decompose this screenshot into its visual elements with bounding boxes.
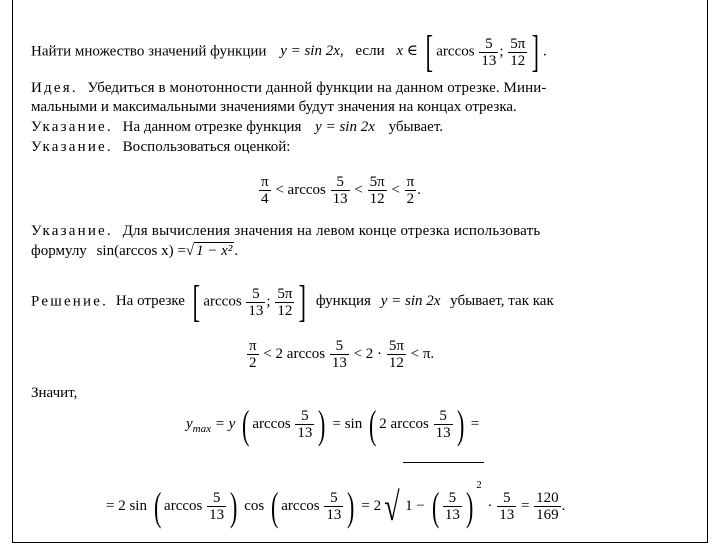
idea-text-1: Убедиться в монотонности данной функции на данном отрезке. Мини- — [87, 80, 547, 96]
frac-num: 5π — [388, 338, 404, 355]
left-bracket: [ — [192, 277, 200, 326]
cos-text: cos — [244, 498, 265, 514]
frac-num: 5π — [510, 35, 526, 52]
semicolon: ; — [499, 43, 504, 60]
problem-x-in: x ∈ — [396, 43, 418, 60]
frac-num: 120 — [536, 490, 559, 507]
right-bracket: ] — [531, 27, 540, 76]
frac-num: 5 — [301, 408, 309, 425]
frac-den: 12 — [277, 302, 293, 319]
frac-5pi-12 — [368, 174, 387, 207]
hint-1-function: y = sin 2x — [315, 119, 375, 135]
less-than: < — [391, 182, 400, 198]
right-paren: ) — [347, 483, 355, 529]
hint-label: Указание. — [31, 223, 113, 239]
frac-num: 5 — [212, 490, 221, 507]
frac-5-13 — [330, 338, 349, 371]
frac-den: 13 — [209, 507, 225, 524]
hint-2-text: Воспользоваться оценкой: — [122, 139, 291, 155]
less-than: < — [275, 182, 284, 198]
frac-den: 12 — [510, 52, 526, 69]
frac-den: 2 — [406, 191, 415, 208]
less-than: < — [354, 182, 363, 198]
ineq-mid-2: < 2 · — [353, 346, 383, 362]
left-paren: ( — [270, 483, 279, 529]
therefore-text — [31, 384, 77, 402]
left-paren: ( — [153, 483, 162, 529]
idea-text-2: мальными и максимальными значениями будут значения на концах отрезка. — [31, 99, 517, 115]
frac-pi-2 — [247, 338, 259, 371]
frac-den: 13 — [331, 355, 347, 372]
ymax-equation — [186, 402, 479, 451]
sqrt-content — [403, 462, 484, 528]
solution-label: Решение. — [31, 293, 109, 310]
sqrt-sign: √ — [185, 243, 195, 259]
period: . — [542, 43, 547, 60]
semicolon: ; — [266, 293, 271, 310]
one-minus: 1 − — [405, 498, 425, 514]
ineq-mid: < 2 arccos — [263, 346, 326, 362]
arccos-text: arccos — [281, 498, 320, 514]
frac-den: 13 — [297, 425, 313, 442]
equals-y: = y — [214, 416, 236, 432]
hint-2 — [31, 138, 290, 156]
problem-text: Найти множество значений функции — [31, 43, 267, 60]
max-subscript: max — [192, 423, 211, 435]
idea-label: Идея. — [31, 80, 78, 96]
frac-num: 5 — [448, 490, 457, 507]
right-paren: ) — [230, 483, 238, 529]
frac-num: 5π — [277, 285, 293, 302]
hint-1-end: убывает. — [388, 119, 444, 135]
problem-fraction-1 — [479, 36, 498, 69]
frac-den: 12 — [369, 191, 385, 208]
frac-num: 5 — [336, 174, 344, 191]
equals-two: = 2 — [361, 498, 382, 514]
problem-statement — [31, 27, 547, 76]
final-equation — [106, 462, 565, 530]
inequality-1 — [258, 170, 421, 210]
left-paren: ( — [431, 483, 439, 529]
frac-den: 12 — [388, 355, 404, 372]
frac-5-13 — [434, 408, 453, 441]
frac-pi-4 — [259, 174, 271, 207]
frac-num: 5 — [252, 285, 260, 302]
frac-5-13 — [331, 174, 350, 207]
solution-text-1: На отрезке — [115, 293, 185, 310]
hint-3-line-1 — [31, 222, 540, 240]
frac-5pi-12 — [387, 338, 406, 371]
hint-label: Указание. — [31, 139, 113, 155]
period: . — [561, 498, 566, 514]
frac-5-13 — [295, 408, 314, 441]
hint-1-text: На данном отрезке функция — [122, 119, 302, 135]
dot-operator: · — [487, 498, 493, 514]
right-paren: ) — [318, 401, 326, 447]
frac-num: 5 — [502, 490, 511, 507]
frac-den: 13 — [444, 507, 460, 524]
two-arccos-text: 2 arccos — [379, 416, 429, 432]
arccos-text: arccos — [164, 498, 203, 514]
frac-num: 5 — [485, 35, 493, 52]
left-bracket: [ — [425, 27, 433, 76]
frac-num: 5 — [439, 408, 447, 425]
square-exponent: 2 — [476, 479, 482, 491]
frac-5-13 — [246, 286, 265, 319]
y-symbol: y — [186, 416, 193, 432]
frac-5pi-12 — [275, 286, 294, 319]
period: . — [234, 243, 239, 259]
frac-num: π — [406, 174, 415, 191]
left-paren: ( — [242, 401, 250, 447]
frac-num: 5 — [330, 490, 338, 507]
hint-3-formula: sin(arccos x) = — [96, 243, 186, 259]
frac-5-13 — [497, 490, 516, 523]
frac-num: π — [261, 174, 269, 191]
frac-5-13 — [207, 490, 226, 523]
arccos-text: arccos — [203, 293, 242, 310]
frac-den: 13 — [435, 425, 451, 442]
idea-line-2 — [31, 98, 517, 116]
right-bracket: ] — [299, 277, 307, 326]
solution-function: y = sin 2x — [380, 293, 441, 310]
arccos-text: arccos — [252, 416, 291, 432]
frac-num: π — [249, 338, 257, 355]
problem-if: если — [355, 43, 385, 60]
two-sin: = 2 sin — [106, 498, 147, 514]
frac-den: 13 — [481, 52, 497, 69]
period: . — [417, 182, 421, 198]
solution-text-3: убывает, так как — [450, 293, 554, 310]
frac-den: 4 — [261, 191, 269, 208]
problem-fraction-2 — [508, 36, 527, 69]
hint-label: Указание. — [31, 119, 113, 135]
therefore-label: Значит, — [31, 385, 78, 401]
hint-3-text-1: Для вычисления значения на левом конце отрезка использовать — [122, 223, 541, 239]
sqrt-content: 1 − x² — [196, 243, 233, 259]
frac-den: 169 — [536, 507, 559, 524]
arccos-text: arccos — [287, 182, 326, 198]
right-paren: ) — [465, 483, 474, 529]
frac-den: 13 — [326, 507, 342, 524]
equals-sin: = sin — [332, 416, 363, 432]
inequality-2 — [246, 334, 434, 374]
equals: = — [470, 416, 480, 432]
sqrt-sign: √ — [384, 483, 400, 529]
frac-den: 13 — [499, 507, 515, 524]
solution-line — [31, 277, 554, 326]
hint-1 — [31, 118, 443, 136]
equals: = — [520, 498, 530, 514]
idea-line-1 — [31, 79, 546, 97]
hint-3-text-2: формулу — [31, 243, 87, 259]
problem-function: y = sin 2x, — [280, 43, 344, 60]
solution-text-2: функция — [315, 293, 371, 310]
frac-pi-2 — [405, 174, 417, 207]
frac-den: 13 — [332, 191, 348, 208]
right-paren: ) — [456, 401, 464, 447]
ineq-end: < π. — [410, 346, 435, 362]
frac-num: 5 — [335, 338, 344, 355]
left-paren: ( — [368, 401, 377, 447]
frac-den: 13 — [248, 302, 264, 319]
frac-120-169 — [534, 490, 561, 523]
frac-den: 2 — [249, 355, 257, 372]
frac-5-13 — [443, 490, 462, 523]
hint-3-line-2 — [31, 242, 238, 260]
problem-arccos: arccos — [436, 43, 475, 60]
frac-5-13 — [324, 490, 343, 523]
frac-num: 5π — [369, 174, 385, 191]
